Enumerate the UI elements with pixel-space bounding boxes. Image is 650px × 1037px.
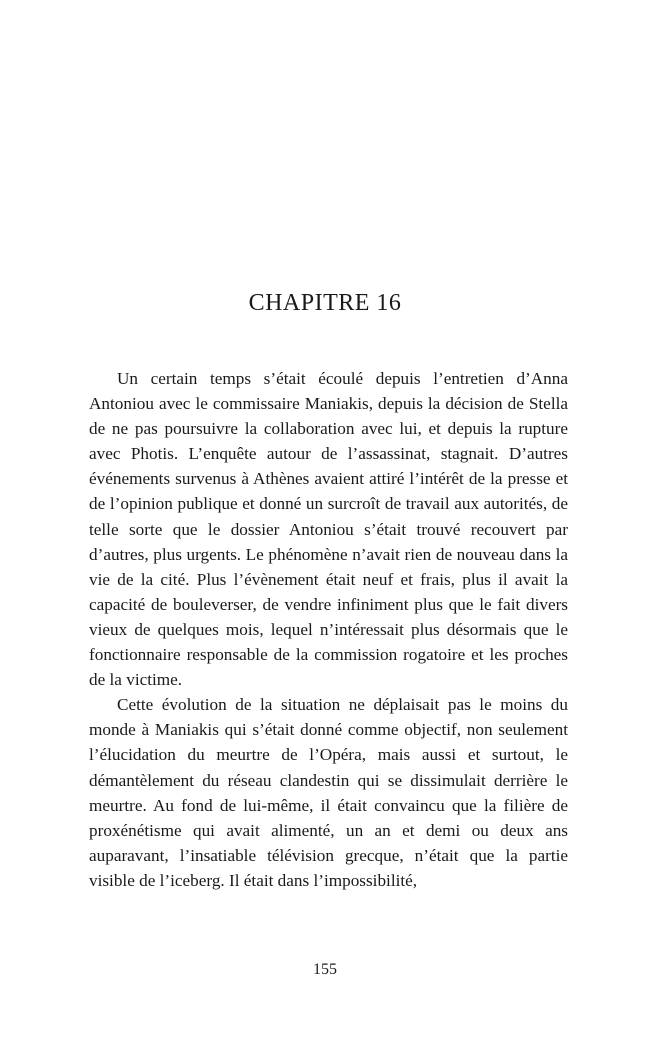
paragraph-2: Cette évolution de la situation ne déplaisait pas le moins du monde à Maniakis qui s’était donné comme objectif, non seulement l’élucidation du meurtre de l’Opéra, mais aussi et surtout, le démantèlement du réseau clandestin qui se dissimulait derrière le meurtre. Au fond de lui-même, il était convaincu que la filière de proxénétisme qui avait alimenté, un an et demi ou deux ans auparavant, l’insatiable télévision grecque, n’était que la partie visible de l’iceberg. Il était dans l’impossibilité, [89,695,568,890]
body-text [89,366,568,893]
page-number: 155 [313,961,337,978]
chapter-title: CHAPITRE 16 [248,290,402,316]
paragraph-1: Un certain temps s’était écoulé depuis l’entretien d’Anna Antoniou avec le commissaire Maniakis, depuis la décision de Stella de ne pas poursuivre la collaboration avec lui, et depuis la rupture avec Photis. L’enquête autour de l’assassinat, stagnait. D’autres événements survenus à Athènes avaient attiré l’intérêt de la presse et de l’opinion publique et donné un surcroît de travail aux autorités, de telle sorte que le dossier Antoniou s’était trouvé recouvert par d’autres, plus urgents. Le phénomène n’avait rien de nouveau dans la vie de la cité. Plus l’évènement était neuf et frais, plus il avait la capacité de bouleverser, de vendre infiniment plus que le fait divers vieux de quelques mois, lequel n’intéressait plus désormais que le fonctionnaire responsable de la commission rogatoire et les proches de la victime. [89,369,568,690]
